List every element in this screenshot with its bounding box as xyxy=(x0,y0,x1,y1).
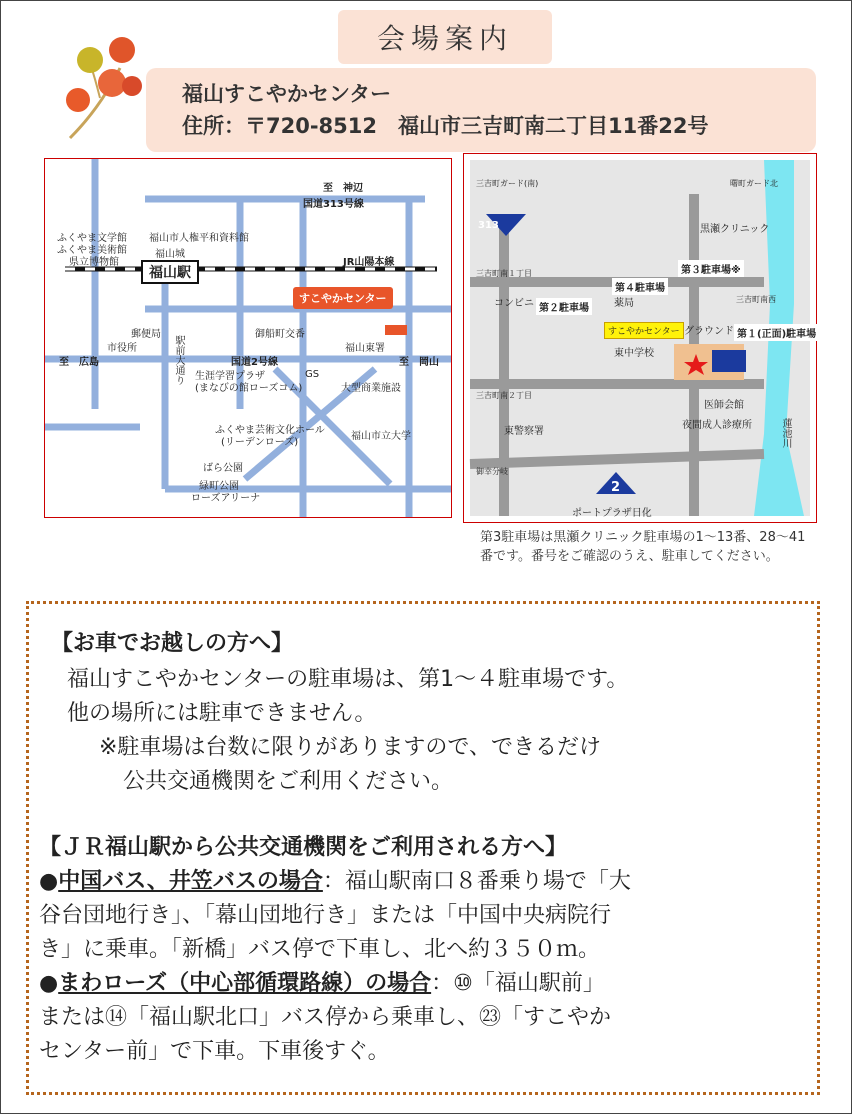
bus-bullet: ● xyxy=(39,869,59,894)
signal-3: 三吉町南２丁目 xyxy=(476,391,532,400)
loop-line-2: または⑭「福山駅北口」バス停から乗車し、㉓「すこやか xyxy=(39,1005,612,1030)
map-label-sukoyaka: すこやかセンター xyxy=(293,287,393,309)
loop-bullet: ● xyxy=(39,971,59,996)
map-label-kanbe: 至 神辺 xyxy=(323,183,363,194)
route313-marker: 313 xyxy=(478,220,499,231)
bus-line-3: き」に乗車。「新橋」バス停で下車し、北へ約３５０ｍ。 xyxy=(39,937,601,962)
map-label-route2: 国道2号線 xyxy=(231,357,278,368)
loop-text-1: ：⑩「福山駅前」 xyxy=(431,971,605,996)
car-heading: 【お車でお越しの方へ】 xyxy=(51,631,294,656)
loop-line-3: センター前」で下車。下車後すぐ。 xyxy=(39,1039,390,1064)
map-label-shiyakusho: 市役所 xyxy=(107,343,137,354)
car-line-4: 公共交通機関をご利用ください。 xyxy=(123,769,454,794)
signal-2: 三吉町南１丁目 xyxy=(476,269,532,278)
map-label-river: 蓮池川 xyxy=(780,418,791,448)
loop-line-1 xyxy=(39,966,605,997)
map-label-ground: グラウンド xyxy=(684,326,734,337)
map-label-pharmacy: 薬局 xyxy=(614,298,634,309)
map-label-yubinkyoku: 郵便局 xyxy=(131,329,161,340)
signal-1: 三吉町ガード(南) xyxy=(476,179,539,188)
venue-box xyxy=(146,68,816,152)
map-label-ekimae: 駅前大通り xyxy=(173,335,184,385)
map-label-route313: 国道313号線 xyxy=(303,199,364,210)
map-label-bijutsukan: ふくやま美術館 xyxy=(57,245,127,256)
map-label-gs: GS xyxy=(305,369,320,380)
page-title: 会場案内 xyxy=(338,10,552,64)
map-label-hakubutsukan: 県立博物館 xyxy=(69,257,119,268)
venue-name: 福山すこやかセンター xyxy=(182,82,392,106)
bus-line-1 xyxy=(39,864,631,895)
map-label-yakan: 夜間成人診療所 xyxy=(682,420,752,431)
parking-4: 第４駐車場 xyxy=(612,278,668,295)
map-label-bungakukan: ふくやま文学館 xyxy=(57,233,127,244)
loop-title: まわローズ（中心部循環路線）の場合 xyxy=(58,971,432,996)
car-line-3: ※駐車場は台数に限りがありますので、できるだけ xyxy=(99,735,601,760)
bus-text-1: ：福山駅南口８番乗り場で「大 xyxy=(322,869,631,894)
route2-marker: 2 xyxy=(611,480,621,495)
map-label-okayama: 至 岡山 xyxy=(399,357,439,368)
detail-map xyxy=(463,153,817,523)
parking-3: 第３駐車場※ xyxy=(678,260,744,277)
bus-title: 中国バス、井笠バスの場合 xyxy=(58,869,323,894)
map-label-police: 福山東署 xyxy=(345,343,385,354)
parking-2: 第２駐車場 xyxy=(536,298,592,315)
map-label-kurose: 黒瀬クリニック xyxy=(700,224,770,235)
map-label-castle: 福山城 xyxy=(155,249,185,260)
area-map xyxy=(44,158,452,518)
map-label-geibun1: ふくやま芸術文化ホール xyxy=(215,425,325,436)
map-label-conv: コンビニ xyxy=(494,298,534,309)
map-label-jinken: 福山市人権平和資料館 xyxy=(149,233,249,244)
signal-4: 曙町ガード北 xyxy=(730,179,778,188)
map-label-geibun2: (リーデンローズ) xyxy=(221,437,299,448)
area-map-roads xyxy=(45,159,451,517)
berries-illustration xyxy=(60,28,150,148)
parking-1: 第１(正面)駐車場 xyxy=(734,324,819,341)
access-info-box xyxy=(26,601,820,1095)
map-label-keisatsu: 東警察署 xyxy=(504,426,544,437)
map-label-jr-line: JR山陽本線 xyxy=(343,257,395,268)
map-label-arena: ローズアリーナ xyxy=(191,493,261,504)
map-label-ryokuchi: 緑町公園 xyxy=(199,481,239,492)
map-label-univ: 福山市立大学 xyxy=(351,431,411,442)
map-label-higashi: 東中学校 xyxy=(614,348,654,359)
map-label-misogicho: 御船町交番 xyxy=(255,329,305,340)
map-label-ishikai: 医師会館 xyxy=(704,400,744,411)
map-label-hiroshima: 至 広島 xyxy=(59,357,99,368)
parking-note: 第3駐車場は黒瀬クリニック駐車場の1〜13番、28〜41番です。番号をご確認のうえ、駐車してください。 xyxy=(480,530,806,564)
map-label-manabi1: 生涯学習プラザ xyxy=(195,371,265,382)
signal-6: 御幸分岐 xyxy=(476,467,508,476)
bus-line-2: 谷台団地行き」、「幕山団地行き」または「中国中央病院行 xyxy=(39,903,612,928)
map-label-port: ポートプラザ日化 xyxy=(572,508,652,519)
signal-5: 三吉町南西 xyxy=(736,295,776,304)
car-line-2: 他の場所には駐車できません。 xyxy=(67,701,377,726)
map-label-manabi2: (まなびの館ローズコム) xyxy=(195,383,303,394)
car-line-1: 福山すこやかセンターの駐車場は、第1〜４駐車場です。 xyxy=(67,667,629,692)
map-label-station: 福山駅 xyxy=(141,260,199,284)
map-label-bara: ばら公園 xyxy=(203,463,243,474)
map-label-sukoyaka: すこやかセンター xyxy=(604,322,684,339)
map-label-daikei: 大型商業施設 xyxy=(341,383,401,394)
venue-address: 住所：〒720-8512 福山市三吉町南二丁目11番22号 xyxy=(182,114,709,138)
transit-heading: 【ＪＲ福山駅から公共交通機関をご利用される方へ】 xyxy=(39,835,568,860)
